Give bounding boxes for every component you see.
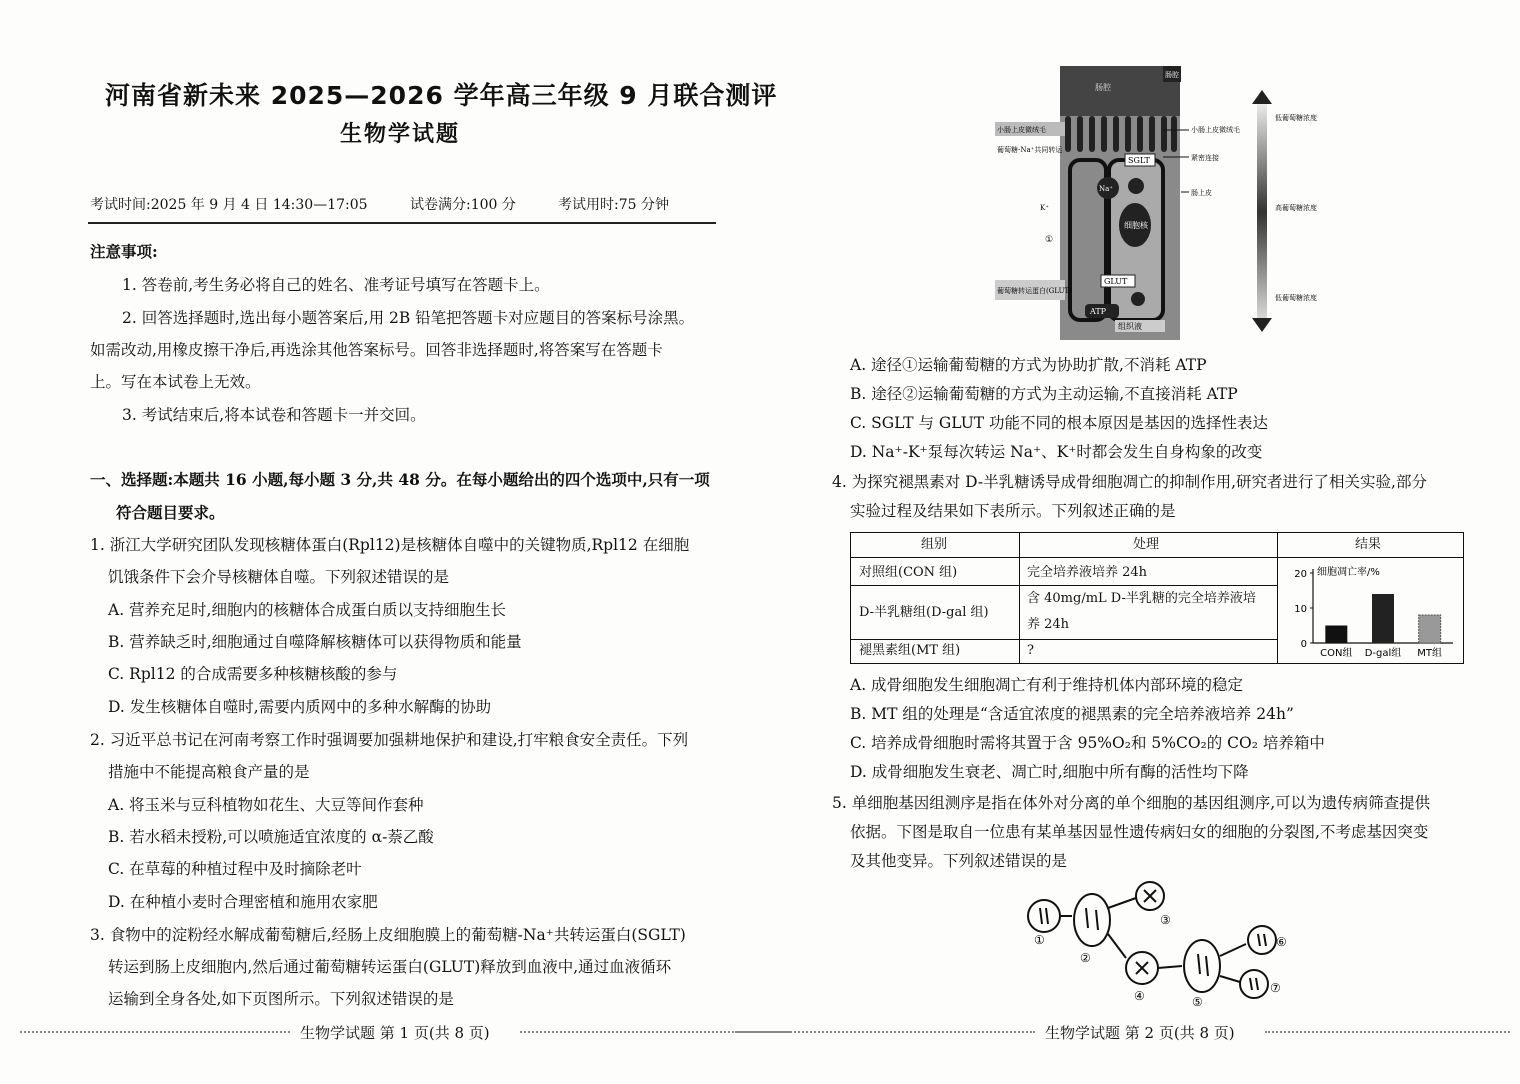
svg-text:③: ③ <box>1160 913 1171 927</box>
question-1-option: A. 营养充足时,细胞内的核糖体合成蛋白质以支持细胞生长 <box>108 601 506 619</box>
question-3-option: A. 途径①运输葡萄糖的方式为协助扩散,不消耗 ATP <box>850 356 1207 374</box>
notice-line: 3. 考试结束后,将本试卷和答题卡一并交回。 <box>122 406 426 424</box>
table-cell: 对照组(CON 组) <box>859 565 958 580</box>
exam-time: 考试时间:2025 年 9 月 4 日 14:30—17:05 <box>90 197 368 213</box>
svg-text:⑤: ⑤ <box>1192 995 1203 1009</box>
chart-title: 细胞凋亡率/% <box>1317 567 1380 578</box>
svg-text:肠腔: 肠腔 <box>1165 71 1179 79</box>
svg-text:紧密连接: 紧密连接 <box>1191 154 1219 162</box>
question-3-option: C. SGLT 与 GLUT 功能不同的根本原因是基因的选择性表达 <box>850 414 1269 432</box>
svg-text:小肠上皮微绒毛: 小肠上皮微绒毛 <box>997 126 1046 134</box>
svg-text:高葡萄糖浓度: 高葡萄糖浓度 <box>1275 204 1317 212</box>
notice-line: 如需改动,用橡皮擦干净后,再选涂其他答案标号。回答非选择题时,将答案写在答题卡 <box>90 341 663 359</box>
exam-duration: 考试用时:75 分钟 <box>558 197 669 213</box>
notice-line: 上。写在本试卷上无效。 <box>90 373 261 391</box>
exam-subtitle: 生物学试题 <box>340 122 461 147</box>
question-5-stem: 5. 单细胞基因组测序是指在体外对分离的单个细胞的基因组测序,可以为遗传病筛查提供 <box>832 794 1431 812</box>
question-3-option: D. Na⁺-K⁺泵每次转运 Na⁺、K⁺时都会发生自身构象的改变 <box>850 443 1263 461</box>
question-2-option: D. 在种植小麦时合理密植和施用农家肥 <box>108 893 378 911</box>
question-2-stem: 措施中不能提高粮食产量的是 <box>108 763 310 781</box>
table-header: 组别 <box>921 537 948 552</box>
question-4-stem: 实验过程及结果如下表所示。下列叙述正确的是 <box>850 502 1176 520</box>
question-1-stem: 1. 浙江大学研究团队发现核糖体蛋白(Rpl12)是核糖体自噬中的关键物质,Rpl12 在细胞 <box>90 536 690 554</box>
x-tick-label: MT组 <box>1417 648 1443 659</box>
question-2-option: B. 若水稻未授粉,可以喷施适宜浓度的 α-萘乙酸 <box>108 828 434 846</box>
table-cell: 完全培养液培养 24h <box>1027 565 1148 580</box>
svg-text:SGLT: SGLT <box>1128 156 1150 165</box>
experiment-table <box>850 532 1464 664</box>
question-3-stem: 转运到肠上皮细胞内,然后通过葡萄糖转运蛋白(GLUT)释放到血液中,通过血液循环 <box>108 958 672 976</box>
svg-text:Na⁺: Na⁺ <box>1099 185 1113 193</box>
x-tick-label: CON组 <box>1320 648 1353 659</box>
y-tick-label: 20 <box>1294 569 1307 580</box>
question-3-option: B. 途径②运输葡萄糖的方式为主动运输,不直接消耗 ATP <box>850 385 1238 403</box>
table-header: 处理 <box>1133 537 1160 552</box>
x-tick-label: D-gal组 <box>1364 648 1402 659</box>
svg-text:①: ① <box>1045 235 1054 245</box>
svg-text:葡萄糖转运蛋白(GLUT): 葡萄糖转运蛋白(GLUT) <box>997 287 1072 295</box>
question-4-option: C. 培养成骨细胞时需将其置于含 95%O₂和 5%CO₂的 CO₂ 培养箱中 <box>850 734 1325 752</box>
cell-1 <box>1028 900 1060 932</box>
y-tick-label: 0 <box>1300 639 1307 650</box>
footer-dots <box>735 1031 1035 1033</box>
cell-7 <box>1240 970 1268 998</box>
question-4-option: D. 成骨细胞发生衰老、凋亡时,细胞中所有酶的活性均下降 <box>850 763 1249 781</box>
table-cell: 褪黑素组(MT 组) <box>859 643 961 658</box>
svg-text:②: ② <box>1080 951 1091 965</box>
svg-text:⑦: ⑦ <box>1270 981 1281 995</box>
bar-0 <box>1325 626 1347 644</box>
cell-6 <box>1248 926 1276 954</box>
bar-1 <box>1372 594 1394 643</box>
svg-text:小肠上皮微绒毛: 小肠上皮微绒毛 <box>1191 126 1240 134</box>
question-1-option: C. Rpl12 的合成需要多种核糖核酸的参与 <box>108 665 398 683</box>
table-header: 结果 <box>1355 537 1382 552</box>
section-heading: 符合题目要求。 <box>116 503 225 522</box>
svg-text:低葡萄糖浓度: 低葡萄糖浓度 <box>1275 294 1317 302</box>
cell-2 <box>1074 894 1110 946</box>
svg-text:肠上皮: 肠上皮 <box>1191 189 1212 197</box>
table-cell: ? <box>1027 643 1034 658</box>
question-4-option: A. 成骨细胞发生细胞凋亡有利于维持机体内部环境的稳定 <box>850 676 1244 694</box>
svg-text:GLUT: GLUT <box>1104 277 1128 286</box>
svg-text:低葡萄糖浓度: 低葡萄糖浓度 <box>1275 114 1317 122</box>
question-2-stem: 2. 习近平总书记在河南考察工作时强调要加强耕地保护和建设,打牢粮食安全责任。下列 <box>90 731 689 749</box>
footer-dots <box>1265 1031 1510 1033</box>
question-5-stem: 及其他变异。下列叙述错误的是 <box>850 852 1068 870</box>
page-footer: 生物学试题 第 2 页(共 8 页) <box>1045 1024 1235 1042</box>
svg-text:肠腔: 肠腔 <box>1095 83 1111 92</box>
question-4-stem: 4. 为探究褪黑素对 D-半乳糖诱导成骨细胞凋亡的抑制作用,研究者进行了相关实验,部分 <box>832 473 1427 491</box>
svg-text:ATP: ATP <box>1090 307 1107 316</box>
svg-text:⑥: ⑥ <box>1276 935 1287 949</box>
gradient-bar <box>1257 102 1267 322</box>
apoptosis-bar-chart <box>1281 559 1461 662</box>
cell-division-diagram <box>1020 878 1295 1018</box>
table-cell: 含 40mg/mL D-半乳糖的完全培养液培 <box>1027 591 1256 606</box>
question-1-option: D. 发生核糖体自噬时,需要内质网中的多种水解酶的协助 <box>108 698 492 716</box>
page-footer: 生物学试题 第 1 页(共 8 页) <box>300 1024 490 1042</box>
epithelium-diagram <box>995 60 1317 345</box>
svg-text:细胞核: 细胞核 <box>1124 221 1148 230</box>
question-1-stem: 饥饿条件下会介导核糖体自噬。下列叙述错误的是 <box>108 568 450 586</box>
y-tick-label: 10 <box>1294 604 1307 615</box>
svg-text:葡萄糖-Na⁺共同转运: 葡萄糖-Na⁺共同转运 <box>997 146 1063 154</box>
question-4-option: B. MT 组的处理是“含适宜浓度的褪黑素的完全培养液培养 24h” <box>850 705 1294 723</box>
cell-5 <box>1184 940 1220 992</box>
footer-dots <box>20 1031 290 1033</box>
svg-text:④: ④ <box>1134 989 1145 1003</box>
header-rule <box>88 222 716 224</box>
bar-2 <box>1419 615 1441 643</box>
svg-text:①: ① <box>1034 933 1045 947</box>
question-5-stem: 依据。下图是取自一位患有某单基因显性遗传病妇女的细胞的分裂图,不考虑基因突变 <box>850 823 1429 841</box>
question-1-option: B. 营养缺乏时,细胞通过自噬降解核糖体可以获得物质和能量 <box>108 633 522 651</box>
section-heading: 一、选择题:本题共 16 小题,每小题 3 分,共 48 分。在每小题给出的四个选项中,只有一项 <box>90 470 710 489</box>
question-3-stem: 运输到全身各处,如下页图所示。下列叙述错误的是 <box>108 990 454 1008</box>
question-3-stem: 3. 食物中的淀粉经水解成葡萄糖后,经肠上皮细胞膜上的葡萄糖-Na⁺共转运蛋白(SGLT) <box>90 926 686 944</box>
exam-score: 试卷满分:100 分 <box>410 197 516 213</box>
exam-title: 河南省新未来 2025—2026 学年高三年级 9 月联合测评 <box>105 81 778 110</box>
svg-text:组织液: 组织液 <box>1118 322 1142 331</box>
notice-heading: 注意事项: <box>90 242 158 261</box>
table-cell: 养 24h <box>1027 617 1070 632</box>
notice-line: 1. 答卷前,考生务必将自己的姓名、准考证号填写在答题卡上。 <box>122 276 550 294</box>
table-cell: D-半乳糖组(D-gal 组) <box>859 605 989 620</box>
notice-line: 2. 回答选择题时,选出每小题答案后,用 2B 铅笔把答题卡对应题目的答案标号涂黑。 <box>122 309 695 327</box>
question-2-option: A. 将玉米与豆科植物如花生、大豆等间作套种 <box>108 796 424 814</box>
question-2-option: C. 在草莓的种植过程中及时摘除老叶 <box>108 860 362 878</box>
svg-text:K⁺: K⁺ <box>1040 204 1049 212</box>
